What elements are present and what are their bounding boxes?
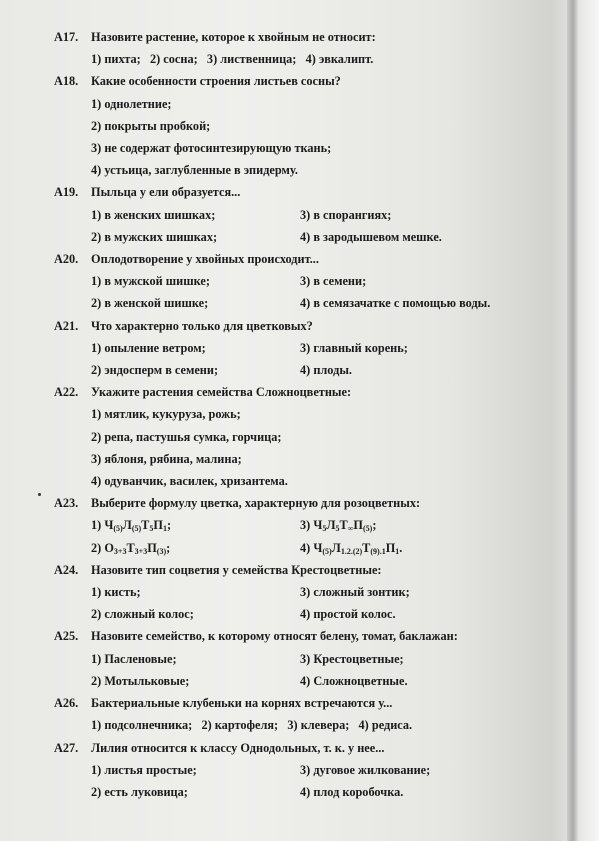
answer-option: 3) Крестоцветные; [300,651,404,666]
answer-option: 1) в женских шишках; [91,207,216,222]
answer-option: 3) не содержат фотосинтезирующую ткань; [91,141,332,156]
answer-option: 4) Сложноцветные. [300,673,408,688]
question-a20 [54,248,554,270]
question-number: A24. [54,562,79,577]
answer-option: 2) сложный колос; [91,607,194,622]
question-a22 [54,381,554,403]
question-a18 [54,70,554,92]
flower-formula-option-4: 4) $Ч_{(5)}Л_{1.2.(2)}Т_{(9).1}П_1$. [300,540,403,556]
question-text: Что характерно только для цветковых? [91,318,313,333]
question-number: A17. [54,30,79,44]
answer-option: 3) в семени; [300,274,367,289]
flower-formula-option-3: 3) $Ч_5Л_5Т_\infty П_{(5)}$; [300,518,377,534]
answer-row [54,292,554,314]
answer-option: 3) главный корень; [300,340,408,355]
question-text: Выберите формулу цветка, характерную для розоцветных: [91,496,421,511]
answer-options-inline: 1) подсолнечника; 2) картофеля; 3) клевера; 4) редиса. [91,718,413,733]
answer-row [54,759,554,781]
answer-row [54,781,554,803]
answer-row [54,514,554,536]
answer-row [54,581,554,603]
answer-option: 2) Мотыльковые; [91,673,190,688]
answer-option: 3) сложный зонтик; [300,585,410,600]
answer-option: 4) плод коробочка. [300,784,404,799]
answer-option: 2) в мужских шишках; [91,229,218,244]
question-number: A20. [54,252,79,267]
question-number: A27. [54,740,79,755]
flower-formula-option-2: 2) $О_{3+3}Т_{3+3}П_{(3)}$; [91,540,171,556]
answer-option: 2) есть луковица; [91,784,188,799]
answer-option: 1) в мужской шишке; [91,274,210,289]
answer-option: 4) устьица, заглубленные в эпидерму. [91,163,298,178]
answer-option: 3) в спорангиях; [300,207,392,222]
answer-option: 1) мятлик, кукуруза, рожь; [91,407,241,422]
answer-option: 4) плоды. [300,363,352,378]
answer-option: 4) в зародышевом мешке. [300,229,442,244]
question-text: Пыльца у ели образуется... [91,185,241,200]
answer-option: 1) Пасленовые; [91,651,177,666]
page-fold-shadow [567,0,579,841]
answer-option: 1) кисть; [91,585,141,600]
answer-option: 2) в женской шишке; [91,296,209,311]
answer-option: 3) яблоня, рябина, малина; [91,451,242,466]
answer-option: 2) покрыты пробкой; [91,118,211,133]
answer-row [54,270,554,292]
question-text: Назовите семейство, к которому относят белену, томат, баклажан: [91,629,458,644]
answer-row [54,337,554,359]
answer-option: 4) в семязачатке с помощью воды. [300,296,491,311]
question-text: Назовите растение, которое к хвойным не относит: [91,30,376,44]
question-a21 [54,315,554,337]
answer-row [54,537,554,559]
answer-option: 1) листья простые; [91,762,197,777]
question-a19 [54,181,554,203]
answer-option: 2) эндосперм в семени; [91,363,219,378]
answer-row [54,603,554,625]
speck [38,493,41,496]
answer-row [54,670,554,692]
answer-row [54,648,554,670]
question-text: Назовите тип соцветия у семейства Крестоцветные: [91,562,382,577]
question-number: A25. [54,629,79,644]
question-number: A21. [54,318,79,333]
question-a24 [54,559,554,581]
question-number: A19. [54,185,79,200]
question-number: A22. [54,385,79,400]
answer-row [54,226,554,248]
question-number: A23. [54,496,79,511]
flower-formula-option-1: 1) $Ч_{(5)}Л_{(5)}Т_5П_1$; [91,518,172,534]
test-questions [54,26,554,803]
answer-options-inline: 1) пихта; 2) сосна; 3) лиственница; 4) эвкалипт. [91,52,374,67]
answer-option: 4) простой колос. [300,607,396,622]
answer-option: 4) одуванчик, василек, хризантема. [91,474,288,489]
question-text: Бактериальные клубеньки на корнях встречаются у... [91,696,393,711]
question-number: A18. [54,74,79,89]
question-text: Лилия относится к классу Однодольных, т. к. у нее... [91,740,385,755]
question-text: Какие особенности строения листьев сосны? [91,74,341,89]
question-text: Укажите растения семейства Сложноцветные: [91,385,352,400]
question-a25 [54,625,554,647]
answer-option: 3) дуговое жилкование; [300,762,431,777]
answer-row [54,359,554,381]
answer-option: 1) опыление ветром; [91,340,206,355]
question-a23 [54,492,554,514]
question-text: Оплодотворение у хвойных происходит... [91,252,319,267]
answer-option: 2) репа, пастушья сумка, горчица; [91,429,282,444]
question-number: A26. [54,696,79,711]
answer-option: 1) однолетние; [91,96,172,111]
answer-row [54,204,554,226]
question-a27 [54,737,554,759]
question-a17 [54,26,554,48]
question-a26 [54,692,554,714]
